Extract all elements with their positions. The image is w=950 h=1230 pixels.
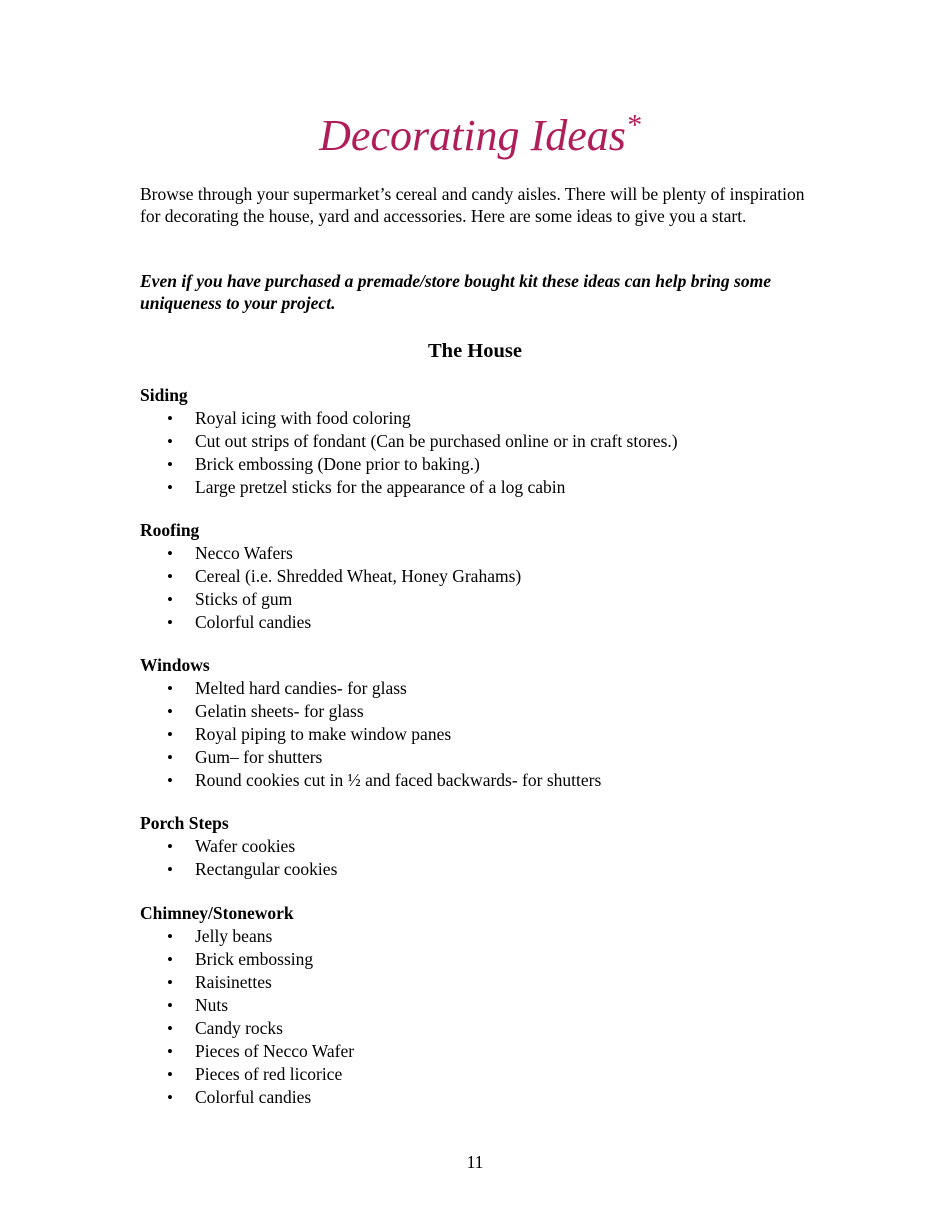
list-item-text: Wafer cookies [195,836,296,856]
list-item-text: Gelatin sheets- for glass [195,701,364,721]
list-item-text: Pieces of red licorice [195,1064,343,1084]
bullet-icon: • [167,702,173,721]
note-paragraph: Even if you have purchased a premade/store bought kit these ideas can help bring some uniqueness to your project. [140,271,771,313]
list-item [140,746,820,769]
list-item-text: Large pretzel sticks for the appearance of a log cabin [195,477,566,497]
group-porch-steps [140,812,820,881]
list-item [140,971,820,994]
page-number: 11 [466,1152,484,1172]
bullet-icon: • [167,1019,173,1038]
bullet-icon: • [167,478,173,497]
bullet-icon: • [167,927,173,946]
list-item [140,769,820,792]
list-item-text: Rectangular cookies [195,859,338,879]
list-item-text: Brick embossing (Done prior to baking.) [195,454,480,474]
list-item [140,700,820,723]
list-item [140,1040,820,1063]
list-item-text: Royal icing with food coloring [195,408,411,428]
bullet-icon: • [167,679,173,698]
list-item-text: Melted hard candies- for glass [195,678,407,698]
list-item [140,1017,820,1040]
list-item [140,407,820,430]
bullet-icon: • [167,1042,173,1061]
bullet-icon: • [167,1088,173,1107]
bullet-icon: • [167,544,173,563]
list-item [140,565,820,588]
bullet-icon: • [167,455,173,474]
intro-paragraph: Browse through your supermarket’s cereal and candy aisles. There will be plenty of inspiration for decorating the house, yard and accessories. Here are some ideas to give you a start. [140,184,805,226]
section-title: The House [428,340,522,362]
page-title [140,108,820,164]
list-item-text: Raisinettes [195,972,272,992]
list-item [140,994,820,1017]
group-heading: Windows [140,655,210,675]
list-item-text: Cereal (i.e. Shredded Wheat, Honey Grahams) [195,566,522,586]
list-item [140,430,820,453]
list-item [140,453,820,476]
list-item [140,476,820,499]
list-item [140,723,820,746]
list-item [140,1086,820,1109]
group-roofing [140,519,820,634]
group-heading: Porch Steps [140,813,229,833]
list-item-text: Candy rocks [195,1018,283,1038]
bullet-icon: • [167,432,173,451]
list-item [140,677,820,700]
bullet-list [140,407,820,499]
list-item-text: Brick embossing [195,949,314,969]
bullet-list [140,677,820,792]
list-item-text: Round cookies cut in ½ and faced backwards- for shutters [195,770,602,790]
list-item [140,925,820,948]
group-windows [140,654,820,792]
bullet-icon: • [167,860,173,879]
group-chimney-stonework [140,902,820,1109]
bullet-list [140,925,820,1109]
list-item-text: Cut out strips of fondant (Can be purchased online or in craft stores.) [195,431,678,451]
bullet-icon: • [167,748,173,767]
list-item-text: Jelly beans [195,926,273,946]
group-heading: Siding [140,385,188,405]
bullet-icon: • [167,567,173,586]
list-item [140,858,820,881]
bullet-list [140,542,820,634]
page-title-text: Decorating Ideas [319,111,626,160]
bullet-icon: • [167,409,173,428]
group-siding [140,384,820,499]
bullet-icon: • [167,771,173,790]
list-item [140,542,820,565]
group-heading: Chimney/Stonework [140,903,294,923]
list-item [140,948,820,971]
bullet-list [140,835,820,881]
bullet-icon: • [167,996,173,1015]
bullet-icon: • [167,613,173,632]
list-item-text: Gum– for shutters [195,747,323,767]
bullet-icon: • [167,1065,173,1084]
list-item [140,1063,820,1086]
list-item-text: Nuts [195,995,229,1015]
bullet-icon: • [167,973,173,992]
list-item-text: Colorful candies [195,612,312,632]
group-heading: Roofing [140,520,200,540]
list-item-text: Sticks of gum [195,589,293,609]
list-item-text: Colorful candies [195,1087,312,1107]
list-item-text: Pieces of Necco Wafer [195,1041,355,1061]
bullet-icon: • [167,590,173,609]
list-item [140,588,820,611]
list-item-text: Necco Wafers [195,543,293,563]
bullet-icon: • [167,725,173,744]
bullet-icon: • [167,837,173,856]
list-item [140,611,820,634]
list-item-text: Royal piping to make window panes [195,724,452,744]
title-asterisk: * [625,108,641,142]
bullet-icon: • [167,950,173,969]
list-item [140,835,820,858]
